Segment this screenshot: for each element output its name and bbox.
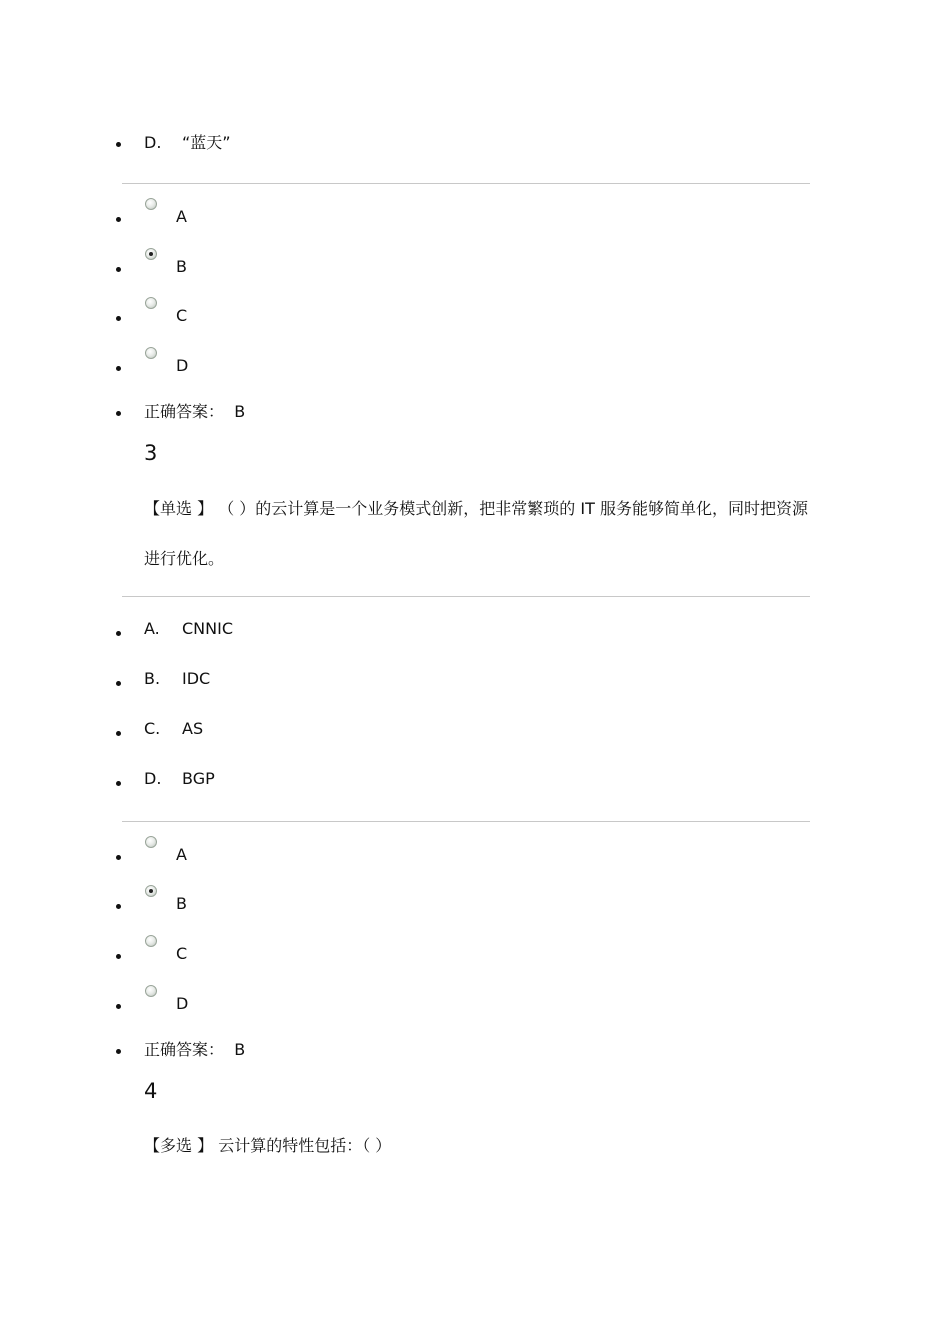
answer-value: B xyxy=(234,402,246,421)
choice-label: A xyxy=(176,207,187,226)
option-letter: D. xyxy=(144,769,162,788)
question-text xyxy=(144,1121,810,1171)
answer-text xyxy=(144,399,245,422)
option-text xyxy=(144,769,215,788)
radio-button-checked[interactable] xyxy=(145,885,157,897)
bullet xyxy=(116,366,121,371)
bullet xyxy=(116,631,121,636)
bullet xyxy=(116,904,121,909)
question-number: 4 xyxy=(144,1079,158,1103)
option-content: “蓝天” xyxy=(182,133,231,152)
choice-label: C xyxy=(176,944,188,963)
choice-label: D xyxy=(176,994,189,1013)
radio-button[interactable] xyxy=(145,836,157,848)
answer-label: 正确答案： xyxy=(144,402,225,421)
option-content: BGP xyxy=(182,769,215,788)
divider xyxy=(122,821,810,822)
option-letter: B. xyxy=(144,669,161,688)
bullet xyxy=(116,781,121,786)
bullet xyxy=(116,411,121,416)
choice-label: D xyxy=(176,356,189,375)
divider xyxy=(122,596,810,597)
choice-label: B xyxy=(176,894,187,913)
question-type-tag: 【多选 】 xyxy=(144,1136,214,1155)
option-content: CNNIC xyxy=(182,619,233,638)
radio-button[interactable] xyxy=(145,347,157,359)
bullet xyxy=(116,954,121,959)
choice-label: B xyxy=(176,257,187,276)
option-text xyxy=(144,619,233,638)
option-content: AS xyxy=(182,719,204,738)
bullet xyxy=(116,217,121,222)
radio-button[interactable] xyxy=(145,297,157,309)
radio-button-checked[interactable] xyxy=(145,248,157,260)
radio-button[interactable] xyxy=(145,198,157,210)
option-content: IDC xyxy=(182,669,211,688)
option-letter: A. xyxy=(144,619,160,638)
radio-button[interactable] xyxy=(145,935,157,947)
choice-label: A xyxy=(176,845,187,864)
option-text xyxy=(144,719,203,738)
bullet xyxy=(116,1004,121,1009)
answer-label: 正确答案： xyxy=(144,1040,225,1059)
bullet xyxy=(116,1049,121,1054)
answer-text xyxy=(144,1037,245,1060)
option-text xyxy=(144,130,231,153)
bullet xyxy=(116,316,121,321)
question-text xyxy=(144,484,810,584)
bullet xyxy=(116,267,121,272)
divider xyxy=(122,183,810,184)
question-number: 3 xyxy=(144,441,158,465)
question-body: 云计算的特性包括：（ ） xyxy=(218,1136,392,1155)
option-letter: D. xyxy=(144,133,162,152)
question-type-tag: 【单选 】 xyxy=(144,499,214,518)
answer-value: B xyxy=(234,1040,246,1059)
bullet xyxy=(116,855,121,860)
option-text xyxy=(144,669,210,688)
choice-label: C xyxy=(176,306,188,325)
bullet xyxy=(116,731,121,736)
bullet xyxy=(116,142,121,147)
question-body: （ ）的云计算是一个业务模式创新，把非常繁琐的 IT 服务能够简单化，同时把资源进行优化。 xyxy=(144,499,808,568)
bullet xyxy=(116,681,121,686)
radio-button[interactable] xyxy=(145,985,157,997)
option-letter: C. xyxy=(144,719,161,738)
